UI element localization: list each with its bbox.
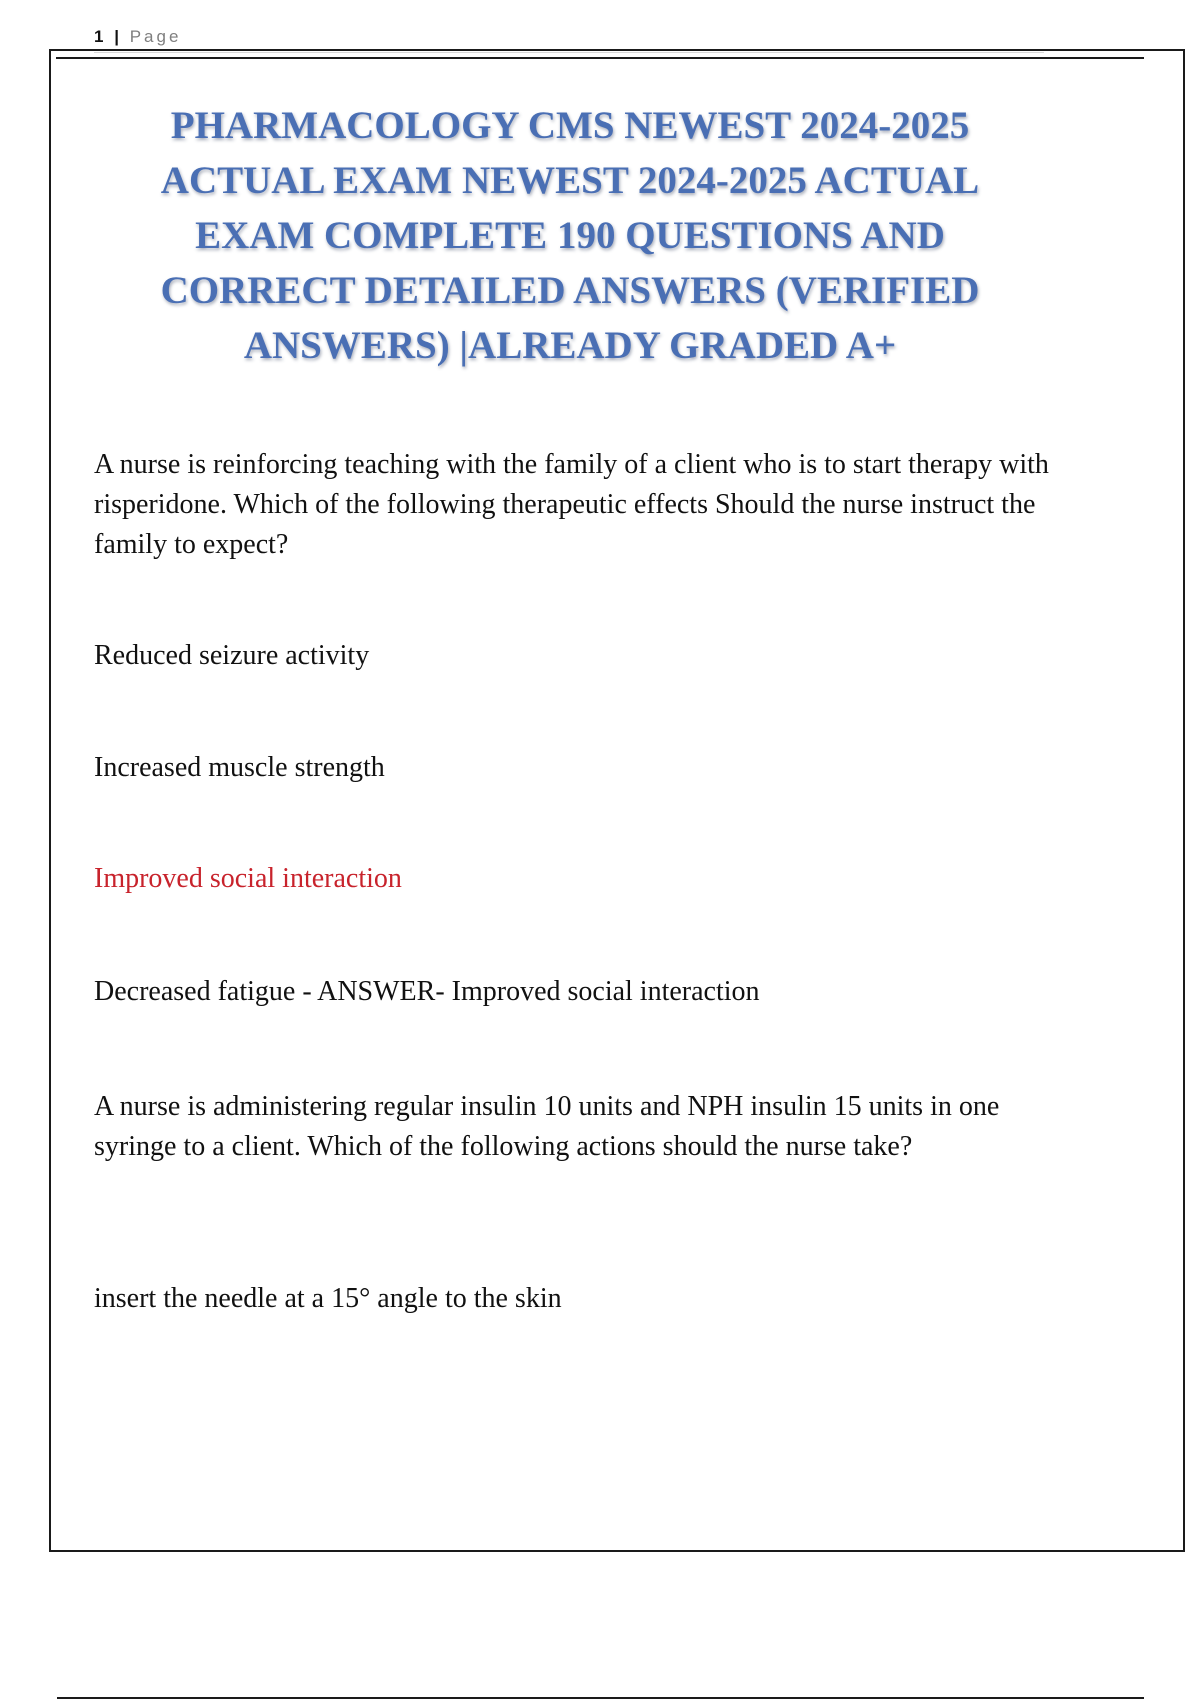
question-1-text: A nurse is reinforcing teaching with the family of a client who is to start therapy with risperidone. Which of the following therapeutic effects Should the nurse instruct the family to expect? [94,449,1049,560]
page-header [94,24,1044,53]
page-label: Page [129,27,182,46]
question-1-option-1: Reduced seizure activity [94,640,370,671]
top-rule [56,57,1144,59]
page-separator: | [114,27,122,46]
question-1-option-4-with-answer: Decreased fatigue - ANSWER- Improved social interaction [94,976,760,1007]
question-1-option-2: Increased muscle strength [94,752,385,783]
footer-rule [57,1697,1144,1699]
document-title: PHARMACOLOGY CMS NEWEST 2024-2025 ACTUAL EXAM NEWEST 2024-2025 ACTUAL EXAM COMPLETE 190 QUESTIONS AND CORRECT DETAILED ANSWERS (VERIFIED ANSWERS) |ALREADY GRADED A+ [160,104,980,367]
page-number: 1 [94,27,107,46]
question-1-option-3-highlighted: Improved social interaction [94,863,402,894]
question-2-text: A nurse is administering regular insulin 10 units and NPH insulin 15 units in one syringe to a client. Which of the following actions should the nurse take? [94,1091,1000,1162]
question-2-option-1: insert the needle at a 15° angle to the skin [94,1283,562,1314]
